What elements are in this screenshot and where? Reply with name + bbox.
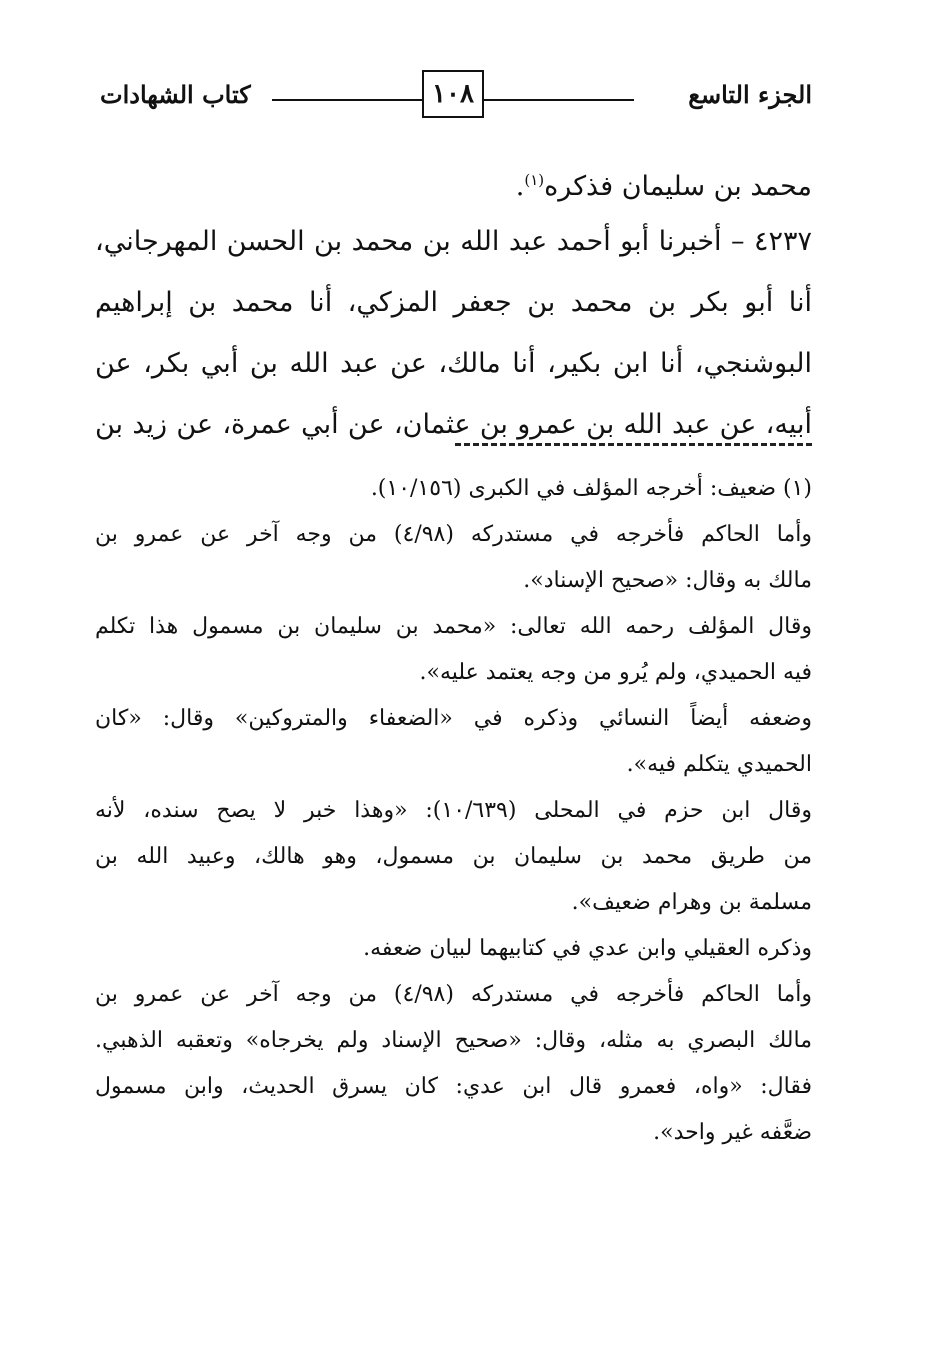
text-line-content: محمد بن سليمان فذكره [544, 171, 812, 202]
footnote-line: وأما الحاكم فأخرجه في مستدركه (٤/٩٨) من وجه آخر عن عمرو بن [95, 982, 812, 1007]
main-text [95, 150, 812, 455]
footnote-line: وقال ابن حزم في المحلى (١٠/٦٣٩): «وهذا خبر لا يصح سنده، لأنه [95, 798, 812, 823]
running-header [100, 70, 812, 126]
footnote-separator [455, 443, 812, 446]
page-number-box [422, 70, 484, 118]
sentence-end: . [515, 171, 525, 202]
footnote-line: وضعفه أيضاً النسائي وذكره في «الضعفاء والمتروكين» وقال: «كان [95, 706, 812, 731]
text-line: أبيه، عن عبد الله بن عمرو بن عثمان، عن أبي عمرة، عن زيد بن [95, 409, 812, 440]
footnotes [95, 466, 812, 1156]
footnote-reference: (١) [524, 171, 545, 189]
book-title: كتاب الشهادات [100, 80, 251, 109]
footnote-line: وأما الحاكم فأخرجه في مستدركه (٤/٩٨) من وجه آخر عن عمرو بن [95, 522, 812, 547]
footnote-line: ضعَّفه غير واحد». [653, 1120, 812, 1145]
footnote-line: فيه الحميدي، ولم يُرو من وجه يعتمد عليه». [419, 660, 812, 685]
header-rule-left [272, 99, 422, 101]
text-line: ٤٢٣٧ – أخبرنا أبو أحمد عبد الله بن محمد بن الحسن المهرجاني، [95, 226, 812, 257]
footnote-line: مالك به وقال: «صحيح الإسناد». [523, 568, 812, 593]
footnote-line: من طريق محمد بن سليمان بن مسمول، وهو هالك، وعبيد الله بن [95, 844, 812, 869]
header-rule-right [484, 99, 634, 101]
text-line [95, 150, 812, 211]
footnote-line: مسلمة بن وهرام ضعيف». [571, 890, 812, 915]
footnote-line: وذكره العقيلي وابن عدي في كتابيهما لبيان ضعفه. [363, 936, 812, 961]
part-title: الجزء التاسع [688, 80, 812, 109]
text-line: البوشنجي، أنا ابن بكير، أنا مالك، عن عبد الله بن أبي بكر، عن [95, 348, 812, 379]
footnote-line: وقال المؤلف رحمه الله تعالى: «محمد بن سليمان بن مسمول هذا تكلم [95, 614, 812, 639]
text-line: أنا أبو بكر بن محمد بن جعفر المزكي، أنا محمد بن إبراهيم [95, 287, 812, 318]
footnote-line: الحميدي يتكلم فيه». [626, 752, 812, 777]
footnote-line: (١) ضعيف: أخرجه المؤلف في الكبرى (١٠/١٥٦). [370, 476, 812, 501]
footnote-line: مالك البصري به مثله، وقال: «صحيح الإسناد ولم يخرجاه» وتعقبه الذهبي. [95, 1028, 812, 1053]
page-number: ١٠٨ [432, 79, 474, 109]
footnote-line: فقال: «واه، فعمرو قال ابن عدي: كان يسرق الحديث، وابن مسمول [95, 1074, 812, 1099]
